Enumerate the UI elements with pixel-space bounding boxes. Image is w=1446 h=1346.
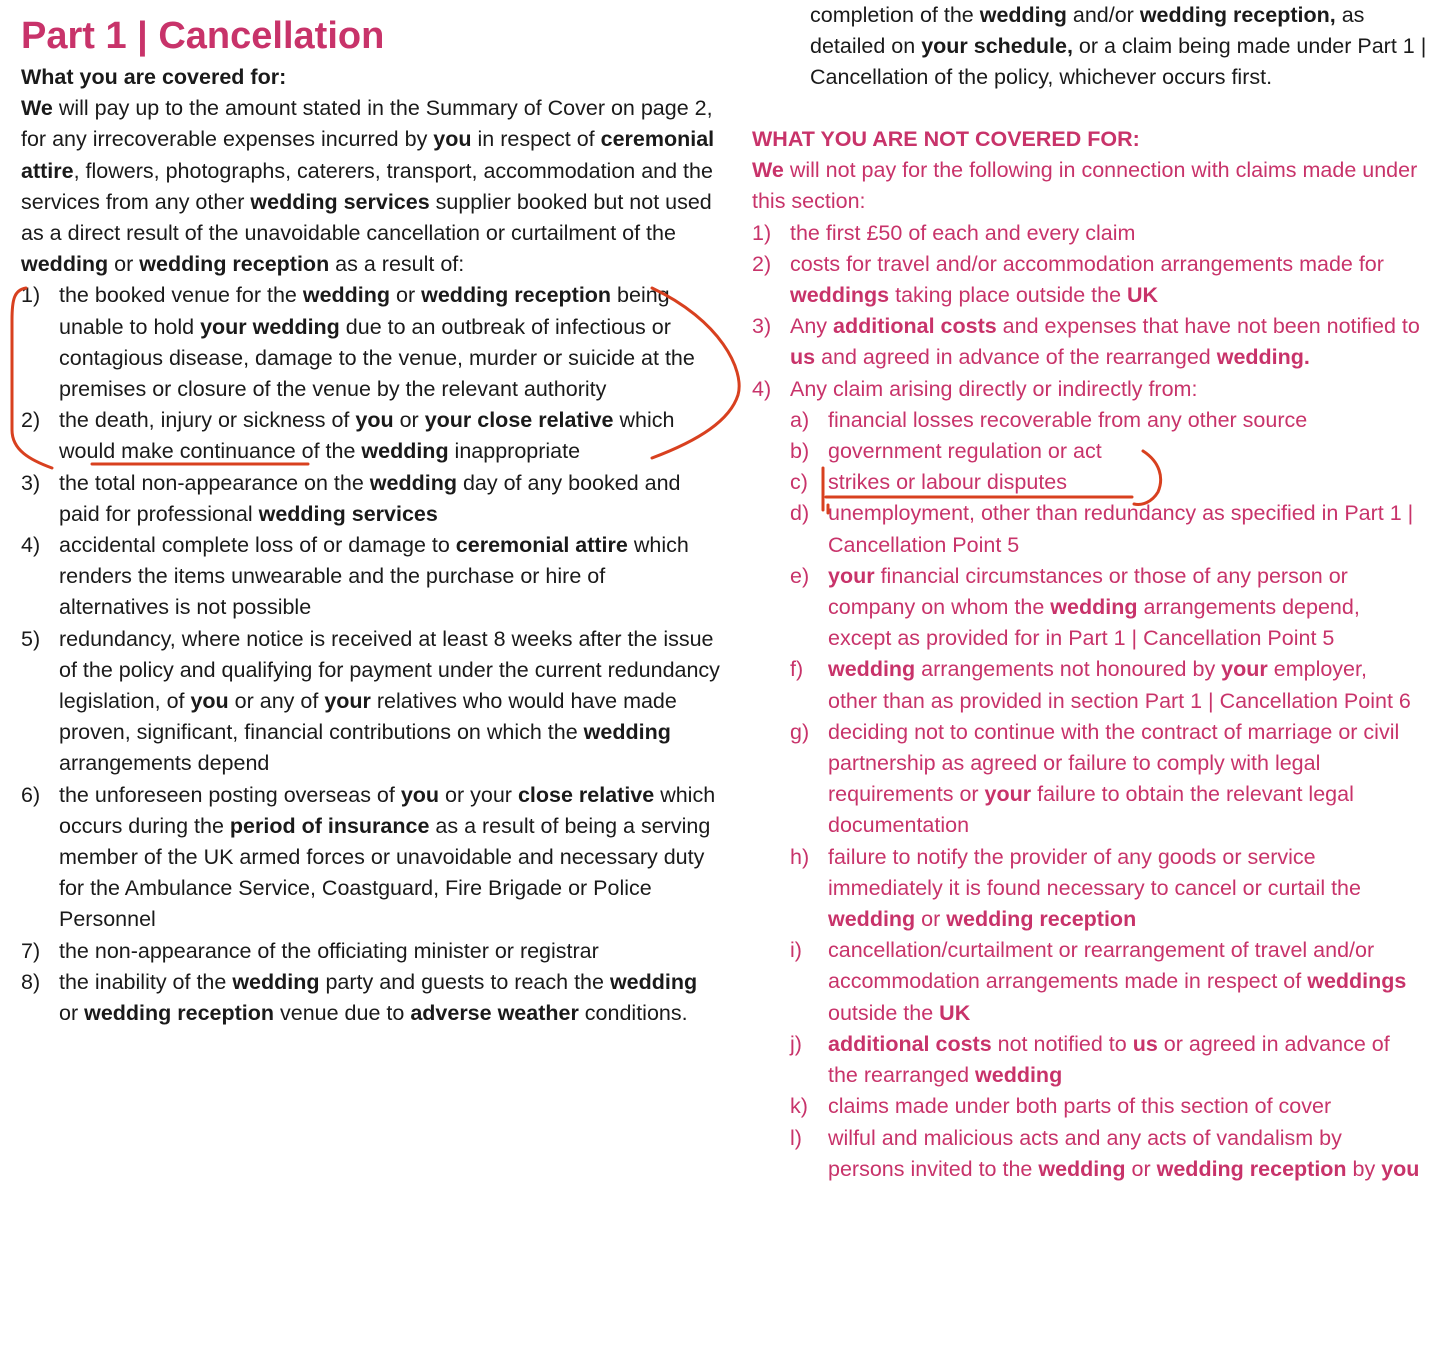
text-run: Any	[790, 314, 834, 339]
item-text	[828, 845, 1361, 931]
list-item	[21, 530, 721, 624]
text-run: the inability of the	[59, 969, 233, 994]
text-run: or	[108, 252, 140, 277]
text-run: day of any booked and paid for professional	[59, 470, 681, 526]
bold-term: your	[984, 782, 1032, 807]
text-run: arrangements depend, except as provided for in Part 1 | Cancellation Point 5	[828, 595, 1360, 651]
text-run: due to an outbreak of infectious or contagious disease, damage to the venue, murder or suicide at the premises or closure of the venue by the relevant authority	[59, 314, 695, 402]
item-number: k)	[790, 1094, 808, 1119]
text-run: the non-appearance of the officiating minister or registrar	[59, 938, 599, 963]
item-number: 4)	[752, 376, 772, 401]
text-run: claims made under both parts of this section of cover	[828, 1094, 1332, 1119]
item-number: e)	[790, 563, 810, 588]
sub-list	[790, 405, 1420, 1185]
sub-list-item	[790, 1123, 1420, 1185]
item-number: h)	[790, 844, 810, 869]
not-covered-intro	[752, 155, 1420, 217]
item-text	[828, 564, 1360, 650]
text-run: Any claim arising directly or indirectly from:	[790, 376, 1198, 401]
text-run: wilful and malicious acts and any acts of vandalism by persons invited to the	[828, 1125, 1342, 1181]
text-run: and agreed in advance of the rearranged	[815, 345, 1217, 370]
sub-list-item	[790, 935, 1420, 1029]
text-run: costs for travel and/or accommodation arrangements made for	[790, 251, 1384, 276]
text-run: as detailed on	[810, 3, 1365, 59]
item-text	[59, 471, 681, 526]
bold-term: your schedule,	[921, 34, 1073, 59]
item-text	[790, 314, 1420, 369]
page-title: Part 1 | Cancellation	[21, 15, 385, 57]
bold-term: We	[21, 96, 53, 121]
bold-term: wedding	[232, 969, 320, 994]
sub-list-item	[790, 467, 1420, 498]
list-item	[21, 967, 721, 1029]
item-number: f)	[790, 657, 804, 682]
text-run: government regulation or act	[828, 439, 1102, 464]
list-item	[752, 374, 1420, 1185]
bold-term: your	[828, 563, 875, 588]
text-run: which renders the items unwearable and the purchase or hire of alternatives is not possible	[59, 533, 689, 620]
bold-term: wedding	[21, 252, 109, 277]
item-number: 3)	[21, 470, 41, 495]
text-run: supplier booked but not used as a direct result of the unavoidable cancellation or curtailment of the	[21, 189, 712, 246]
text-run: or	[59, 1001, 85, 1026]
item-text	[828, 1094, 1331, 1118]
text-run: the death, injury or sickness of	[59, 408, 356, 433]
sub-list-item	[790, 436, 1420, 467]
item-number: 1)	[752, 220, 772, 245]
text-run: failure to notify the provider of any goods or service immediately it is found necessary to cancel or curtail the	[828, 844, 1361, 900]
bold-term: you	[400, 782, 440, 807]
text-run: in respect of	[471, 127, 601, 152]
text-run: the total non-appearance on the	[59, 470, 370, 495]
item-number: 8)	[21, 969, 41, 994]
bold-term: weddings	[790, 283, 890, 308]
bold-term: you	[190, 689, 229, 714]
bold-term: wedding.	[1216, 345, 1310, 370]
item-number: i)	[790, 938, 802, 963]
list-item	[21, 405, 721, 467]
item-text	[828, 938, 1406, 1024]
text-run: will not pay for the following in connection with claims made under this section:	[752, 158, 1418, 214]
sub-list-item	[790, 561, 1420, 655]
bold-term: you	[1381, 1156, 1420, 1181]
item-number: a)	[790, 407, 810, 432]
right-column	[752, 124, 1420, 1185]
item-text	[828, 1032, 1390, 1087]
bold-term: you	[433, 127, 472, 152]
sub-list-item	[790, 654, 1420, 716]
item-text	[790, 377, 1197, 401]
text-run: arrangements not honoured by	[915, 657, 1222, 682]
item-text	[790, 221, 1135, 245]
text-run: conditions.	[578, 1001, 688, 1026]
bold-term: wedding	[828, 657, 916, 682]
item-number: l)	[790, 1125, 802, 1150]
item-text	[790, 252, 1384, 307]
text-run: the booked venue for the	[59, 283, 303, 308]
item-text	[828, 657, 1411, 712]
item-number: 3)	[752, 314, 772, 339]
continuation-text	[810, 0, 1430, 94]
text-run: and/or	[1066, 3, 1140, 27]
text-run: outside the	[828, 1000, 940, 1025]
bold-term: ceremonial attire	[21, 127, 715, 183]
bold-term: UK	[939, 1000, 971, 1025]
item-number: g)	[790, 719, 810, 744]
text-run: party and guests to reach the	[319, 969, 610, 994]
item-number: 4)	[21, 533, 41, 558]
item-text	[828, 470, 1067, 494]
item-number: 2)	[21, 408, 41, 433]
text-run: or agreed in advance of the rearranged	[828, 1031, 1390, 1088]
bold-term: your close relative	[424, 408, 614, 433]
text-run: redundancy, where notice is received at least 8 weeks after the issue of the policy and qualifying for payment under the current redundancy legislation, of	[59, 626, 720, 714]
bold-term: your wedding	[200, 314, 340, 339]
sub-list-item	[790, 1091, 1420, 1122]
text-run: the first £50 of each and every claim	[790, 220, 1136, 245]
bold-term: We	[752, 158, 784, 183]
item-text	[828, 720, 1399, 838]
bold-term: adverse weather	[410, 1001, 579, 1026]
sub-list-item	[790, 842, 1420, 936]
text-run: employer, other than as provided in section Part 1 | Cancellation Point 6	[828, 657, 1411, 713]
item-number: 2)	[752, 251, 772, 276]
text-run: taking place outside the	[889, 283, 1128, 308]
text-run: deciding not to continue with the contract of marriage or civil partnership as agreed or failure to comply with legal requirements or	[828, 719, 1400, 807]
bold-term: wedding	[1038, 1156, 1126, 1181]
item-text	[828, 501, 1413, 556]
text-run: or a claim being made under Part 1 | Cancellation of the policy, whichever occurs first.	[810, 34, 1427, 90]
bold-term: wedding	[979, 3, 1067, 27]
item-number: 1)	[21, 283, 41, 308]
text-run: or your	[439, 782, 518, 807]
not-covered-heading: WHAT YOU ARE NOT COVERED FOR:	[752, 127, 1140, 151]
bold-term: wedding	[583, 720, 671, 745]
bold-term: you	[355, 408, 394, 433]
bold-term: wedding	[1050, 595, 1138, 620]
text-run: and expenses that have not been notified to	[996, 314, 1420, 339]
text-run: accidental complete loss of or damage to	[59, 533, 456, 558]
text-run: , flowers, photographs, caterers, transport, accommodation and the services from any other	[21, 158, 713, 214]
text-run: or	[393, 408, 425, 433]
bold-term: wedding services	[258, 501, 438, 526]
bold-term: your	[1221, 657, 1268, 682]
text-run: being unable to hold	[59, 283, 670, 339]
text-run: completion of the	[810, 3, 980, 27]
covered-heading: What you are covered for:	[21, 65, 287, 89]
bold-term: wedding	[369, 470, 457, 495]
item-text	[59, 783, 715, 932]
text-run: will pay up to the amount stated in the Summary of Cover on page 2, for any irrecoverable expenses incurred by	[21, 96, 713, 152]
bold-term: wedding reception,	[1139, 3, 1336, 27]
list-item	[752, 249, 1420, 311]
list-item	[21, 468, 721, 530]
text-run: or any of	[228, 689, 325, 714]
list-item	[21, 624, 721, 780]
item-text	[59, 627, 720, 776]
bold-term: additional costs	[833, 314, 997, 339]
text-run: by	[1346, 1156, 1382, 1181]
text-run: financial circumstances or those of any person or company on whom the	[828, 563, 1348, 620]
item-number: c)	[790, 470, 808, 495]
text-run: or	[915, 907, 947, 932]
not-covered-list	[752, 218, 1420, 1185]
text-run: or	[1125, 1156, 1157, 1181]
bold-term: wedding reception	[84, 1001, 275, 1026]
text-run: or	[390, 283, 422, 308]
text-run: failure to obtain the relevant legal documentation	[828, 782, 1354, 838]
bold-term: wedding services	[250, 189, 430, 214]
bold-term: us	[1132, 1031, 1158, 1056]
sub-list-item	[790, 1029, 1420, 1091]
item-text	[828, 1126, 1419, 1181]
list-item	[752, 218, 1420, 249]
text-run: which would make continuance of the	[59, 408, 675, 464]
text-run: arrangements depend	[59, 751, 270, 776]
item-text	[59, 939, 599, 963]
item-text	[828, 439, 1102, 463]
left-column	[21, 62, 721, 1029]
bold-term: wedding reception	[139, 252, 330, 277]
sub-list-item	[790, 498, 1420, 560]
bold-term: wedding	[302, 283, 391, 308]
list-item	[21, 280, 721, 405]
bold-term: UK	[1127, 283, 1159, 308]
bold-term: wedding	[609, 969, 698, 994]
bold-term: wedding reception	[1156, 1156, 1347, 1181]
bold-term: your	[324, 689, 371, 714]
bold-term: wedding	[828, 907, 916, 932]
bold-term: additional costs	[828, 1031, 992, 1056]
list-item	[21, 780, 721, 936]
item-text	[59, 408, 674, 463]
item-text	[59, 533, 689, 619]
text-run: not notified to	[991, 1031, 1133, 1056]
text-run: venue due to	[274, 1001, 411, 1026]
bold-term: wedding reception	[421, 283, 612, 308]
item-number: d)	[790, 501, 810, 526]
bold-term: ceremonial attire	[455, 533, 628, 558]
bold-term: close relative	[517, 782, 655, 807]
bold-term: us	[790, 345, 816, 370]
item-text	[59, 970, 697, 1025]
item-text	[59, 283, 695, 401]
list-item	[21, 936, 721, 967]
text-run: as a result of:	[329, 252, 465, 277]
item-number: j)	[790, 1031, 802, 1056]
text-run: financial losses recoverable from any other source	[828, 407, 1308, 432]
item-number: b)	[790, 439, 810, 464]
sub-list-item	[790, 405, 1420, 436]
text-run: unemployment, other than redundancy as specified in Part 1 | Cancellation Point 5	[828, 501, 1414, 557]
list-item	[752, 311, 1420, 373]
text-run: the unforeseen posting overseas of	[59, 782, 401, 807]
text-run: strikes or labour disputes	[828, 470, 1067, 495]
right-continuation	[810, 0, 1430, 94]
covered-list	[21, 280, 721, 1029]
item-text	[828, 408, 1307, 432]
bold-term: wedding reception	[946, 907, 1137, 932]
bold-term: period of insurance	[229, 813, 430, 838]
sub-list-item	[790, 717, 1420, 842]
item-number: 5)	[21, 626, 41, 651]
text-run: inappropriate	[448, 439, 581, 464]
text-run: relatives who would have made proven, significant, financial contributions on which the	[59, 689, 677, 745]
bold-term: weddings	[1307, 969, 1407, 994]
item-number: 7)	[21, 938, 41, 963]
text-run: as a result of being a serving member of the UK armed forces or unavoidable and necessary duty for the Ambulance Service, Coastguard, Fire Brigade or Police Personnel	[59, 813, 711, 932]
text-run: cancellation/curtailment or rearrangement of travel and/or accommodation arrangements made in respect of	[828, 938, 1375, 994]
bold-term: wedding	[361, 439, 449, 464]
covered-intro	[21, 93, 721, 280]
bold-term: wedding	[975, 1063, 1063, 1088]
text-run: which occurs during the	[59, 782, 716, 838]
item-number: 6)	[21, 782, 41, 807]
